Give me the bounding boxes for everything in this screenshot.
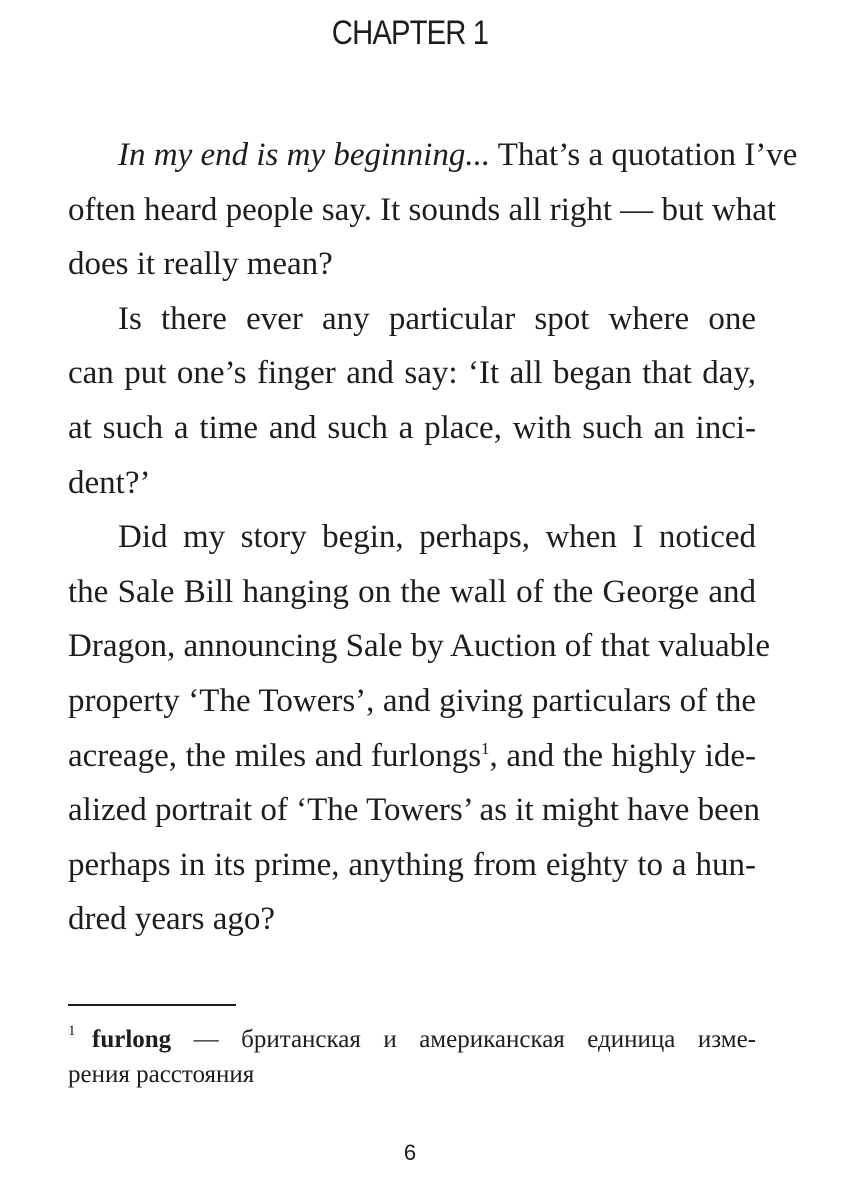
text-span: acreage, the miles and furlongs xyxy=(68,737,482,774)
text-line: property ‘The Towers’, and giving particulars of the xyxy=(68,682,756,719)
footnote-term: furlong xyxy=(92,1026,172,1053)
text-line: Did my story begin, perhaps, when I noticed xyxy=(118,519,756,556)
footnote-number: 1 xyxy=(68,1023,76,1039)
footnote-divider xyxy=(68,1004,236,1006)
text-line: Is there ever any particular spot where one xyxy=(118,300,756,337)
text-line: dred years ago? xyxy=(68,901,276,938)
chapter-title: CHAPTER 1 xyxy=(331,14,489,52)
page-number: 6 xyxy=(403,1140,417,1165)
footnote-reference[interactable]: 1 xyxy=(481,738,490,758)
text-line: dent?’ xyxy=(68,464,151,501)
text-line: Dragon, announcing Sale by Auction of that valuable xyxy=(68,628,770,665)
epigraph-italic: In my end is my beginning... xyxy=(118,137,491,173)
footnote-line xyxy=(68,1022,756,1057)
text-line xyxy=(68,729,756,784)
footnote-line: рения расстояния xyxy=(68,1061,255,1088)
text-line: at such a time and such a place, with such an inci- xyxy=(68,409,756,446)
body-text xyxy=(68,128,798,947)
text-line: does it really mean? xyxy=(68,246,333,283)
text-line xyxy=(68,128,798,183)
text-line: often heard people say. It sounds all right — but what xyxy=(68,191,777,228)
text-span: , and the highly ide- xyxy=(489,737,756,774)
footnote xyxy=(68,1022,756,1092)
text-line: alized portrait of ‘The Towers’ as it might have been xyxy=(68,792,760,829)
text-line: the Sale Bill hanging on the wall of the George and xyxy=(68,573,756,610)
text-line: can put one’s finger and say: ‘It all began that day, xyxy=(68,355,756,392)
footnote-definition: — британская и американская единица изме- xyxy=(171,1026,756,1053)
text-span: That’s a quotation I’ve xyxy=(490,137,798,173)
text-line: perhaps in its prime, anything from eighty to a hun- xyxy=(68,846,756,883)
